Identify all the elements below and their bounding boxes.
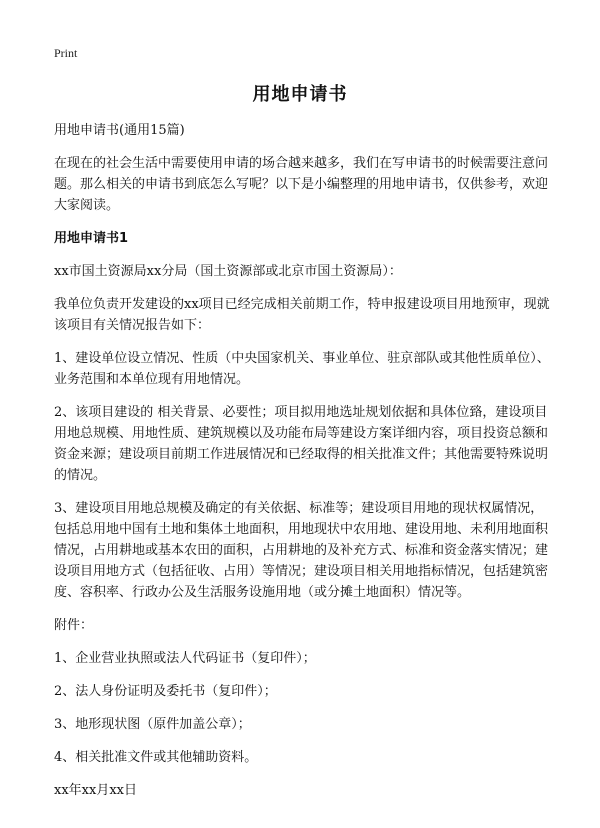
document-subtitle: 用地申请书(通用15篇) xyxy=(54,123,185,138)
intro-paragraph: 在现在的社会生活中需要使用申请的场合越来越多，我们在写申请书的时候需要注意问题。那么相关的申请书到底怎么写呢？以下是小编整理的用地申请书，仅供参考，欢迎大家阅读。 xyxy=(54,156,549,213)
list-item: 3、建设项目用地总规模及确定的有关依据、标准等；建设项目用地的现状权属情况，包括总用地中国有土地和集体土地面积，用地现状中农用地、建设用地、未利用地面积情况，占用耕地或基本农田的面积，占用耕地的及补充方式、标准和资金落实情况；建设项目用地方式（包括征收、占用）等情况；建设项目相关用地指标情况，包括建筑密度、容积率、行政办公及生活服务设施用地（或分摊土地面积）情况等。 xyxy=(54,501,549,600)
list-item: 1、建设单位设立情况、性质（中央国家机关、事业单位、驻京部队或其他性质单位）、业务范围和本单位现有用地情况。 xyxy=(54,351,550,387)
attachment-item: 2、法人身份证明及委托书（复印件）； xyxy=(54,684,277,699)
attachment-item: 3、地形现状图（原件加盖公章）； xyxy=(54,717,251,732)
attachment-item: 1、企业营业执照或法人代码证书（复印件）； xyxy=(54,651,316,666)
addressee-line: xx市国土资源局xx分局（国土资源部或北京市国土资源局）： xyxy=(54,264,402,279)
print-link[interactable]: Print xyxy=(54,46,78,60)
opening-paragraph: 我单位负责开发建设的xx项目已经完成相关前期工作，特申报建设项目用地预审，现就该项目有关情况报告如下： xyxy=(54,297,550,333)
list-item: 2、该项目建设的 相关背景、必要性；项目拟用地选址规划依据和具体位臵，建设项目用地总规模、用地性质、建筑规模以及功能布局等建设方案详细内容，项目投资总额和资金来源；建设项目前期工作进展情况和已经取得的相关批准文件；其他需要特殊说明的情况。 xyxy=(54,405,549,483)
attachments-label: 附件： xyxy=(54,618,94,633)
page-title: 用地申请书 xyxy=(252,84,348,105)
document-body xyxy=(54,120,550,813)
attachment-item: 4、相关批准文件或其他辅助资料。 xyxy=(54,750,258,765)
document-date: xx年xx月xx日 xyxy=(54,783,137,798)
section-title: 用地申请书1 xyxy=(54,231,129,246)
